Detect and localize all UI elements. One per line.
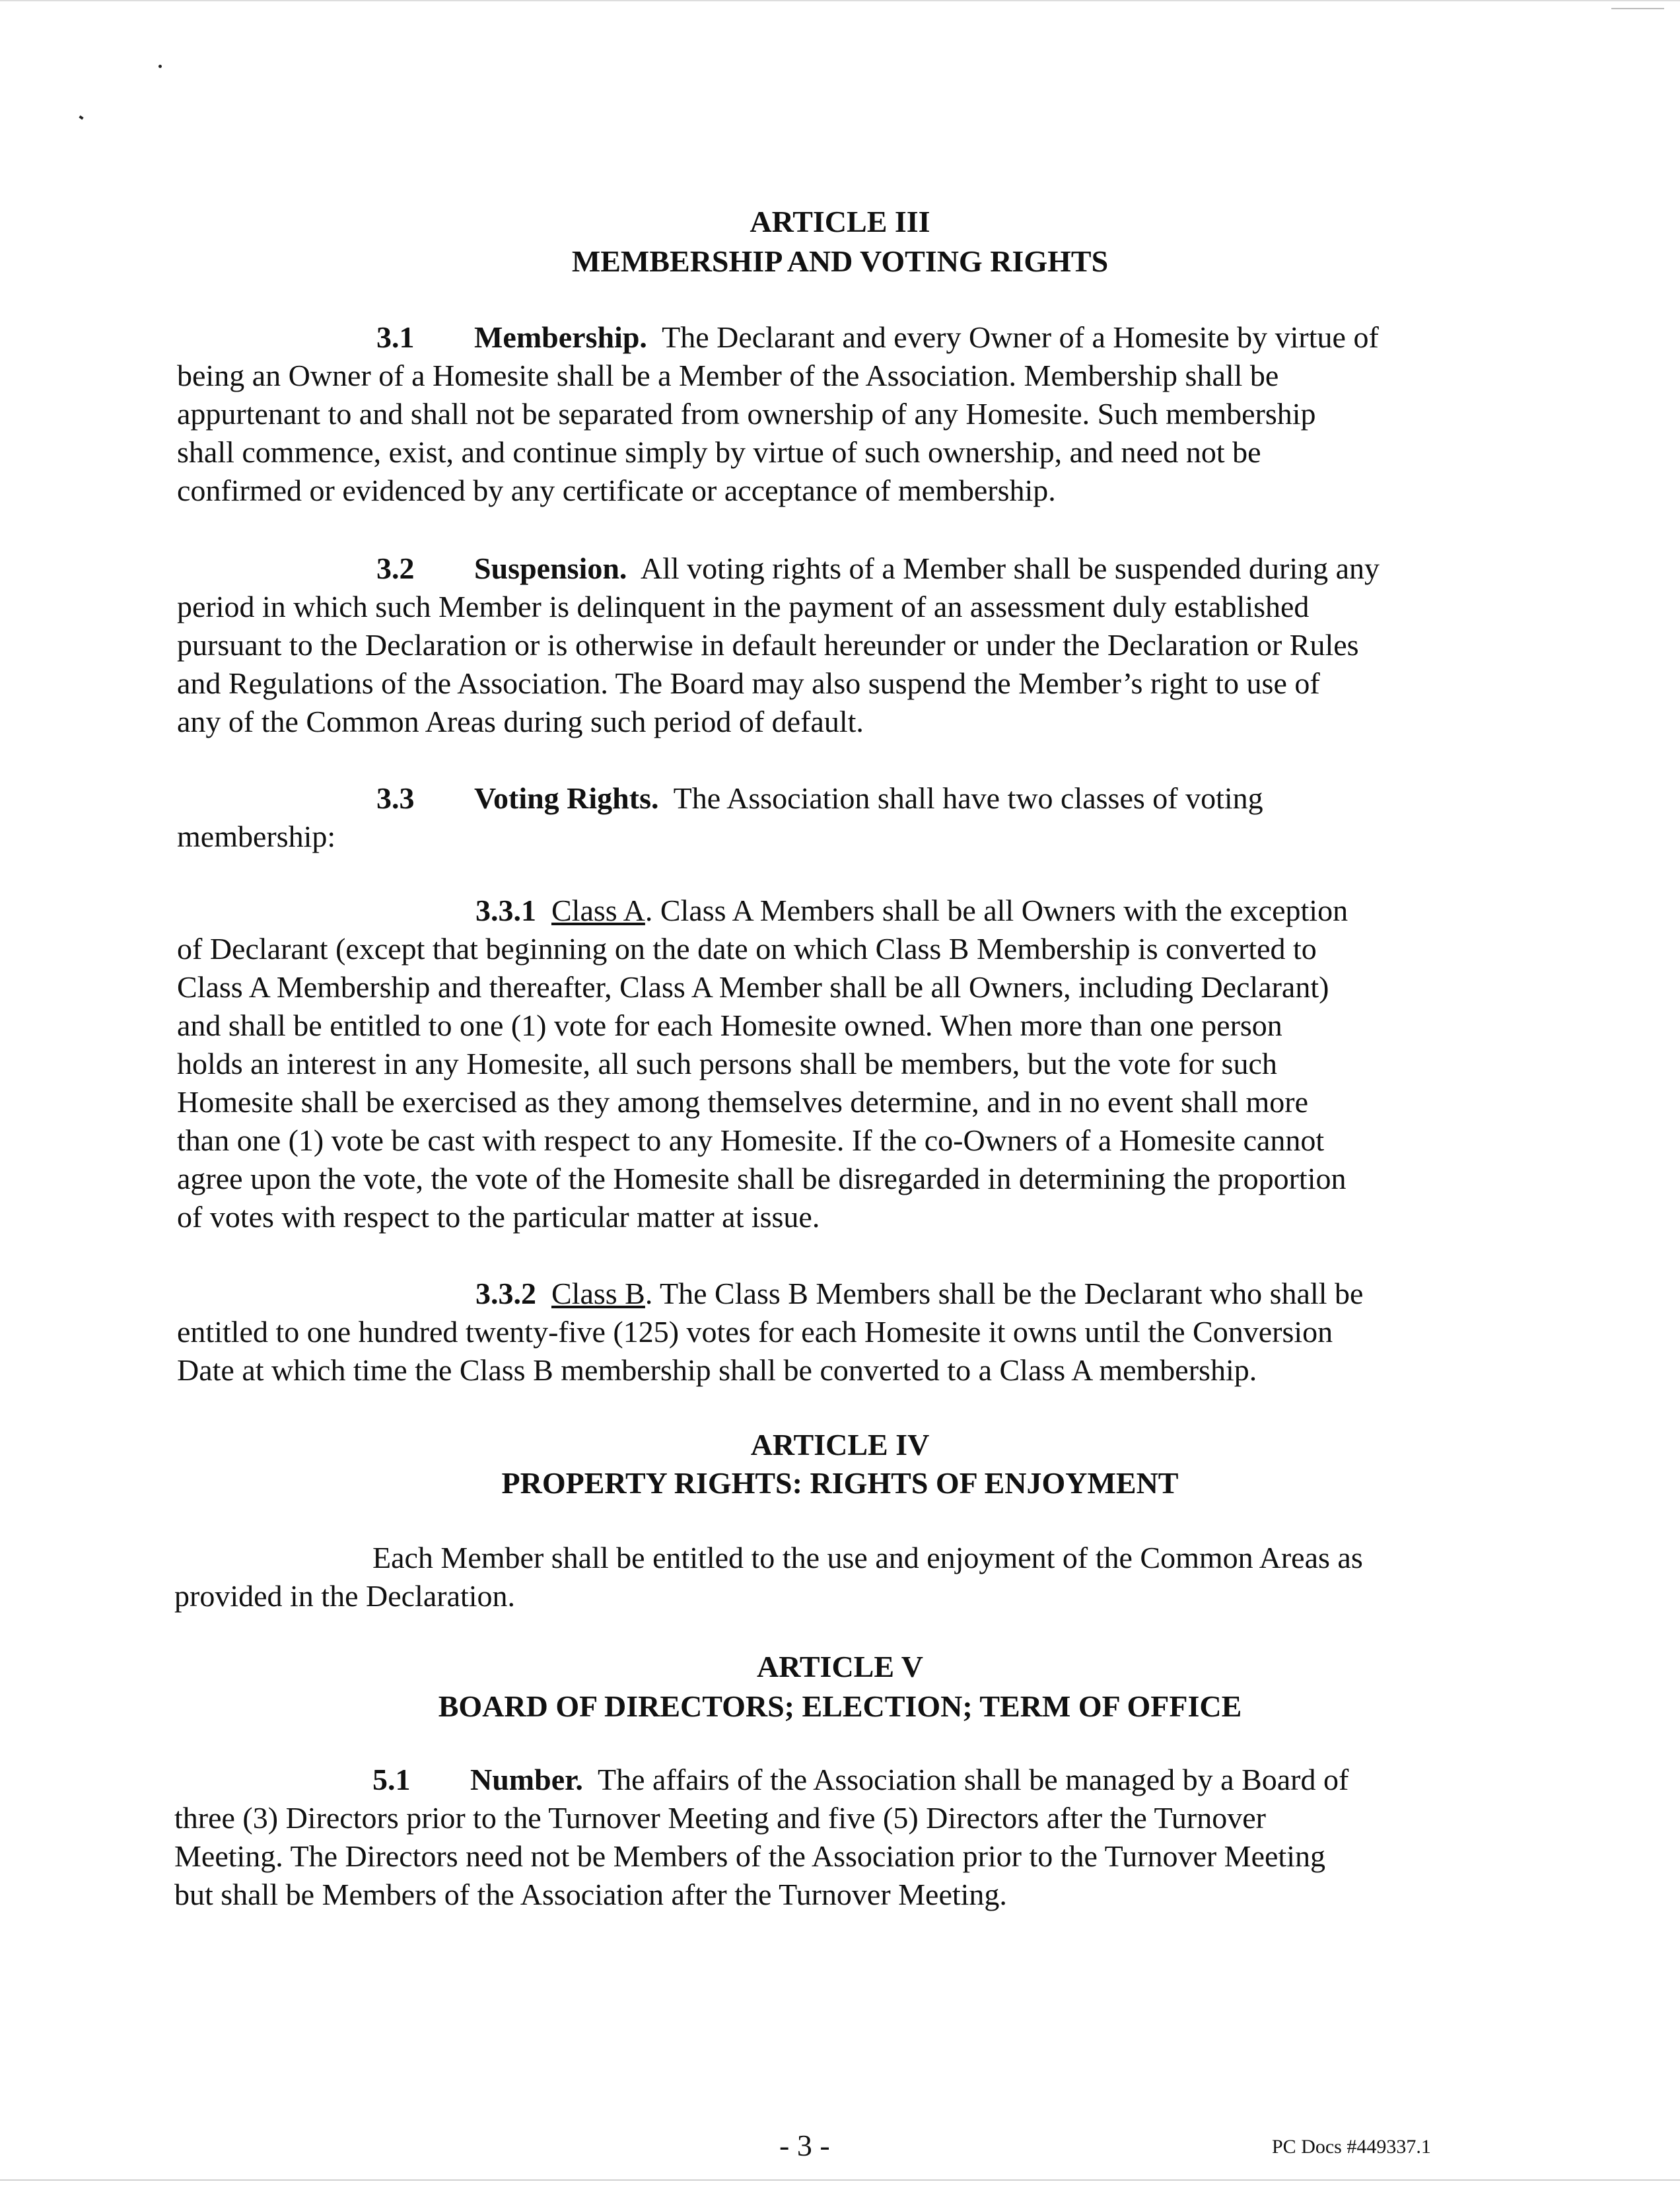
section-number: 3.3 xyxy=(376,781,415,815)
section-3-3 xyxy=(177,779,1504,856)
subsection-number: 3.3.1 xyxy=(475,894,536,927)
section-3-1-first-line xyxy=(177,318,1504,357)
paragraph-line: The Association shall have two classes of voting xyxy=(673,781,1263,815)
article-4-subheading: PROPERTY RIGHTS: RIGHTS OF ENJOYMENT xyxy=(501,1466,1179,1500)
paragraph-line: Meeting. The Directors need not be Members of the Association prior to the Turnover Meeting xyxy=(174,1839,1325,1873)
section-title: Voting Rights. xyxy=(474,781,659,815)
section-title: Membership. xyxy=(474,320,647,354)
section-3-2 xyxy=(177,549,1504,741)
section-number: 3.1 xyxy=(376,320,415,354)
article-5-subheading: BOARD OF DIRECTORS; ELECTION; TERM OF OFFICE xyxy=(438,1689,1242,1723)
article-3-subheading: MEMBERSHIP AND VOTING RIGHTS xyxy=(571,244,1109,278)
article-4-heading: ARTICLE IV xyxy=(750,1428,930,1462)
article-5-heading: ARTICLE V xyxy=(757,1650,923,1683)
paragraph-line: . The Class B Members shall be the Declarant who shall be xyxy=(645,1277,1364,1310)
section-5-1-first-line xyxy=(174,1761,1504,1799)
section-number: 3.2 xyxy=(376,551,415,585)
section-3-3-1-first-line xyxy=(177,892,1504,930)
paragraph-line: agree upon the vote, the vote of the Homesite shall be disregarded in determining the proportion xyxy=(177,1162,1347,1195)
paragraph-line: than one (1) vote be cast with respect to any Homesite. If the co-Owners of a Homesite cannot xyxy=(177,1123,1325,1157)
paragraph-line: being an Owner of a Homesite shall be a Member of the Association. Membership shall be xyxy=(177,359,1279,392)
paragraph-line: and shall be entitled to one (1) vote for each Homesite owned. When more than one person xyxy=(177,1008,1282,1042)
article-3-heading: ARTICLE III xyxy=(750,205,930,238)
section-3-3-1 xyxy=(177,892,1504,1236)
paragraph-line: entitled to one hundred twenty-five (125) votes for each Homesite it owns until the Conversion xyxy=(177,1315,1333,1349)
paragraph-line: period in which such Member is delinquent in the payment of an assessment duly established xyxy=(177,590,1310,623)
section-3-3-2-first-line xyxy=(177,1275,1504,1313)
bottom-scan-edge xyxy=(0,2179,1680,2181)
page-number: - 3 - xyxy=(779,2129,830,2162)
paragraph-line: The affairs of the Association shall be managed by a Board of xyxy=(598,1763,1349,1796)
paragraph-line: The Declarant and every Owner of a Homesite by virtue of xyxy=(662,320,1379,354)
paragraph-line: Homesite shall be exercised as they among themselves determine, and in no event shall more xyxy=(177,1085,1308,1119)
paragraph-line: provided in the Declaration. xyxy=(174,1579,516,1613)
paragraph-line: Each Member shall be entitled to the use and enjoyment of the Common Areas as xyxy=(372,1541,1363,1574)
scan-dash xyxy=(79,116,83,120)
paragraph-line: appurtenant to and shall not be separated from ownership of any Homesite. Such membership xyxy=(177,397,1316,431)
subsection-number: 3.3.2 xyxy=(475,1277,536,1310)
article-4-paragraph xyxy=(174,1539,1504,1615)
paragraph-line: confirmed or evidenced by any certificate or acceptance of membership. xyxy=(177,474,1056,507)
paragraph-line: of Declarant (except that beginning on the date on which Class B Membership is converted to xyxy=(177,932,1317,966)
paragraph-line: and Regulations of the Association. The Board may also suspend the Member’s right to use of xyxy=(177,666,1320,700)
paragraph-line: three (3) Directors prior to the Turnover Meeting and five (5) Directors after the Turnover xyxy=(174,1801,1266,1835)
section-5-1 xyxy=(174,1761,1504,1914)
paragraph-line: membership: xyxy=(177,820,336,853)
paragraph-line: Class A Membership and thereafter, Class A Member shall be all Owners, including Declarant) xyxy=(177,970,1329,1004)
section-3-3-first-line xyxy=(177,779,1504,818)
paragraph-line: . Class A Members shall be all Owners with the exception xyxy=(645,894,1348,927)
paragraph-line: pursuant to the Declaration or is otherwise in default hereunder or under the Declaration or Rules xyxy=(177,628,1359,662)
section-title: Number. xyxy=(470,1763,583,1796)
top-right-scan-mark xyxy=(1611,8,1664,9)
paragraph-line: but shall be Members of the Association after the Turnover Meeting. xyxy=(174,1878,1007,1911)
paragraph-line: shall commence, exist, and continue simply by virtue of such ownership, and need not be xyxy=(177,435,1261,469)
paragraph-line: Date at which time the Class B membership shall be converted to a Class A membership. xyxy=(177,1353,1257,1387)
paragraph-line: any of the Common Areas during such period of default. xyxy=(177,705,864,738)
paragraph-line: All voting rights of a Member shall be suspended during any xyxy=(640,551,1380,585)
top-scan-edge xyxy=(0,0,1680,1)
paragraph-line: of votes with respect to the particular matter at issue. xyxy=(177,1200,820,1234)
document-id: PC Docs #449337.1 xyxy=(1272,2136,1431,2158)
section-number: 5.1 xyxy=(372,1763,411,1796)
paragraph-line: holds an interest in any Homesite, all such persons shall be members, but the vote for such xyxy=(177,1047,1277,1080)
section-3-1 xyxy=(177,318,1504,510)
section-title: Suspension. xyxy=(474,551,627,585)
section-3-2-first-line xyxy=(177,549,1504,588)
subsection-title: Class B xyxy=(551,1277,645,1310)
scan-dot xyxy=(158,65,162,68)
section-3-3-2 xyxy=(177,1275,1504,1390)
subsection-title: Class A xyxy=(551,894,645,927)
